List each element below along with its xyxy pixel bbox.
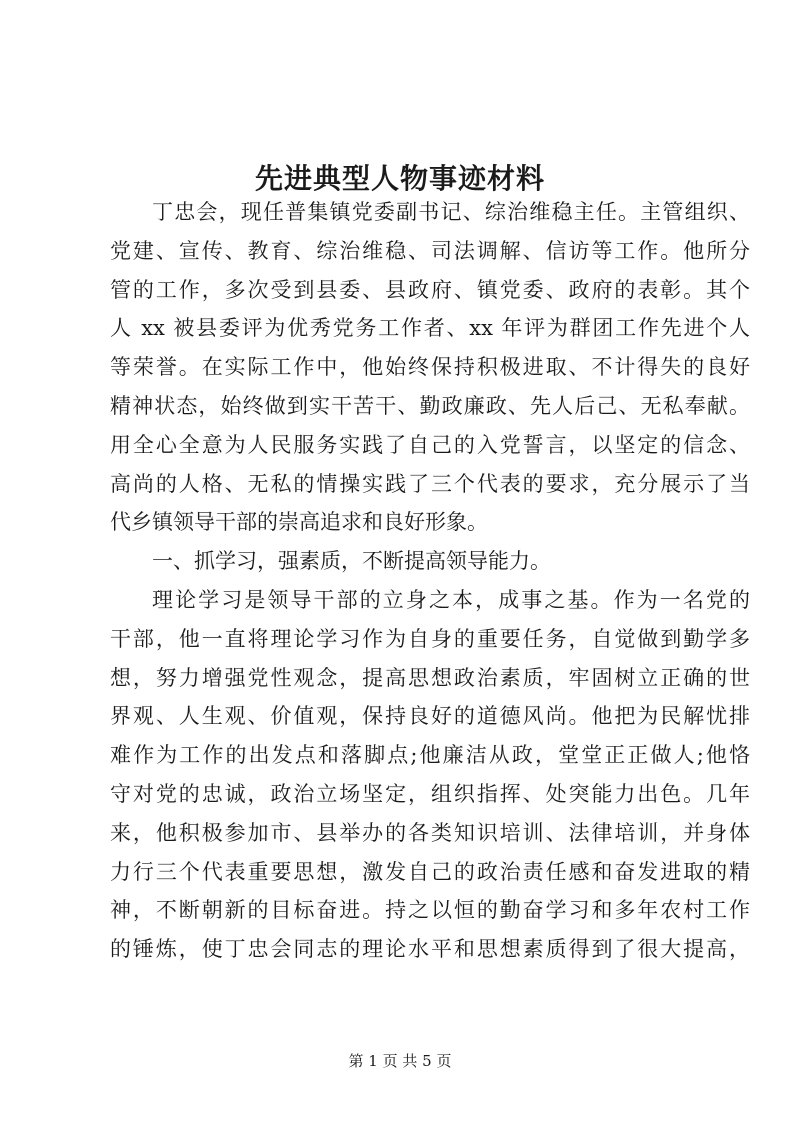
body-line: 高尚的人格、无私的情操实践了三个代表的要求，充分展示了当 [110,471,750,496]
section-heading: 一、抓学习，强素质，不断提高领导能力。 [152,549,551,574]
body-line: 来，他积极参加市、县举办的各类知识培训、法律培训，并身体 [110,820,750,845]
body-line: 用全心全意为人民服务实践了自己的入党誓言，以坚定的信念、 [110,432,750,457]
body-line: 神，不断朝新的目标奋进。持之以恒的勤奋学习和多年农村工作 [110,898,750,923]
body-line: 等荣誉。在实际工作中，他始终保持积极进取、不计得失的良好 [110,355,750,380]
body-line: 干部，他一直将理论学习作为自身的重要任务，自觉做到勤学多 [110,626,750,651]
body-line: 代乡镇领导干部的崇高追求和良好形象。 [110,510,488,535]
document-body [110,193,750,969]
body-line: 精神状态，始终做到实干苦干、勤政廉政、先人后己、无私奉献。 [110,393,750,418]
body-line: 力行三个代表重要思想，激发自己的政治责任感和奋发进取的精 [110,859,750,884]
document-title: 先进典型人物事迹材料 [254,161,545,195]
body-line: 界观、人生观、价值观，保持良好的道德风尚。他把为民解忧排 [110,704,750,729]
page-number: 第 1 页 共 5 页 [348,1052,452,1070]
body-line: 党建、宣传、教育、综治维稳、司法调解、信访等工作。他所分 [110,238,750,263]
body-line: 管的工作，多次受到县委、县政府、镇党委、政府的表彰。其个 [110,277,750,302]
body-line: 守对党的忠诚，政治立场坚定，组织指挥、处突能力出色。几年 [110,781,750,806]
body-line: 难作为工作的出发点和落脚点;他廉洁从政，堂堂正正做人;他恪 [110,743,750,768]
body-line: 的锤炼，使丁忠会同志的理论水平和思想素质得到了很大提高， [110,937,750,962]
body-line: 想，努力增强党性观念，提高思想政治素质，牢固树立正确的世 [110,665,750,690]
body-line: 人 xx 被县委评为优秀党务工作者、xx 年评为群团工作先进个人 [110,316,750,341]
body-line: 理论学习是领导干部的立身之本，成事之基。作为一名党的 [152,587,750,612]
body-line: 丁忠会，现任普集镇党委副书记、综治维稳主任。主管组织、 [152,200,750,224]
